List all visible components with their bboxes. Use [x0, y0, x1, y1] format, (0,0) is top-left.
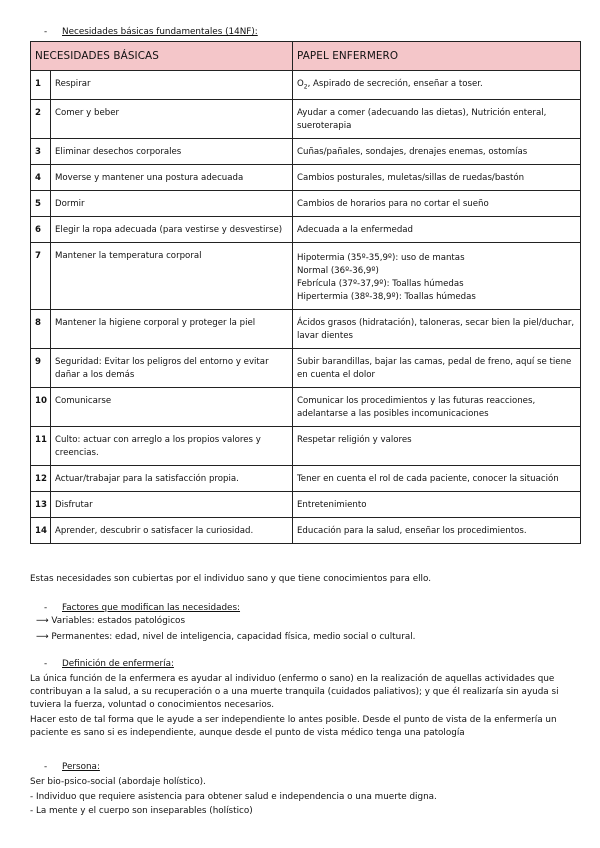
need-cell: Elegir la ropa adecuada (para vestirse y desvestirse) [51, 216, 293, 242]
role-cell: Tener en cuenta el rol de cada paciente, conocer la situación [293, 465, 581, 491]
need-cell: Actuar/trabajar para la satisfacción propia. [51, 465, 293, 491]
definition-paragraph-2: Hacer esto de tal forma que le ayude a ser independiente lo antes posible. Desde el punto de vista de la enfermería un paciente es sano si es independiente, aunque desde el punto de vista médico tenga una patología [30, 715, 557, 739]
role-cell: Adecuada a la enfermedad [293, 216, 581, 242]
table-row [31, 517, 581, 543]
row-number: 12 [31, 465, 51, 491]
need-cell: Comer y beber [51, 99, 293, 138]
arrow-icon: ⟶ [36, 616, 49, 626]
table-row [31, 426, 581, 465]
header-nurse-role: PAPEL ENFERMERO [293, 42, 581, 71]
section-heading-necesidades: - Necesidades básicas fundamentales (14NF): [44, 27, 258, 37]
role-cell: Entretenimiento [293, 491, 581, 517]
persona-line-3: - La mente y el cuerpo son inseparables (holístico) [30, 806, 253, 816]
table-row [31, 348, 581, 387]
row-number: 8 [31, 309, 51, 348]
need-cell: Dormir [51, 190, 293, 216]
need-cell: Comunicarse [51, 387, 293, 426]
role-cell: Comunicar los procedimientos y las futuras reacciones, adelantarse a las posibles incomunicaciones [293, 387, 581, 426]
heading-text: Definición de enfermería: [62, 659, 174, 669]
role-cell: Cambios posturales, muletas/sillas de ruedas/bastón [293, 164, 581, 190]
table-row [31, 138, 581, 164]
temp-line: Hipotermia (35º-35,9º): uso de mantas [297, 252, 465, 263]
role-cell: Cuñas/pañales, sondajes, drenajes enemas, ostomías [293, 138, 581, 164]
need-cell: Disfrutar [51, 491, 293, 517]
temp-line: Normal (36º-36,9º) [297, 265, 379, 276]
role-cell: Subir barandillas, bajar las camas, pedal de freno, aquí se tiene en cuenta el dolor [293, 348, 581, 387]
table-row [31, 387, 581, 426]
temp-line: Febrícula (37º-37,9º): Toallas húmedas [297, 278, 464, 289]
need-cell: Mantener la higiene corporal y proteger la piel [51, 309, 293, 348]
row-number: 11 [31, 426, 51, 465]
table-row [31, 190, 581, 216]
need-cell: Seguridad: Evitar los peligros del entorno y evitar dañar a los demás [51, 348, 293, 387]
need-cell: Moverse y mantener una postura adecuada [51, 164, 293, 190]
table-row [31, 71, 581, 100]
section-heading-factores: - Factores que modifican las necesidades: [44, 603, 241, 613]
row-number: 2 [31, 99, 51, 138]
after-table-note: Estas necesidades son cubiertas por el individuo sano y que tiene conocimientos para ello. [30, 574, 432, 584]
heading-text: Persona: [62, 762, 100, 772]
row-number: 6 [31, 216, 51, 242]
persona-line-1: Ser bio-psico-social (abordaje holístico). [30, 777, 206, 787]
table-header-row [31, 42, 581, 71]
temp-line: Hipertermia (38º-38,9º): Toallas húmedas [297, 291, 476, 302]
row-number: 7 [31, 242, 51, 309]
row-number: 9 [31, 348, 51, 387]
role-cell: Cambios de horarios para no cortar el sueño [293, 190, 581, 216]
header-needs: NECESIDADES BÁSICAS [31, 42, 293, 71]
role-cell: Ayudar a comer (adecuando las dietas), Nutrición enteral, sueroterapia [293, 99, 581, 138]
row-number: 1 [31, 71, 51, 100]
table-row [31, 465, 581, 491]
table-row [31, 99, 581, 138]
row-number: 5 [31, 190, 51, 216]
role-cell: $O_2$, Aspirado de secreción, enseñar a toser. [293, 71, 581, 100]
need-cell: Aprender, descubrir o satisfacer la curiosidad. [51, 517, 293, 543]
section-heading-persona: - Persona: [44, 762, 100, 772]
row-number: 10 [31, 387, 51, 426]
factor-variables: ⟶ Variables: estados patológicos [36, 616, 186, 626]
role-cell: Respetar religión y valores [293, 426, 581, 465]
section-heading-definicion: - Definición de enfermería: [44, 659, 174, 669]
persona-line-2: - Individuo que requiere asistencia para obtener salud e independencia o una muerte digna. [30, 792, 437, 802]
need-cell: Eliminar desechos corporales [51, 138, 293, 164]
arrow-icon: ⟶ [36, 632, 49, 642]
heading-text: Necesidades básicas fundamentales (14NF): [62, 27, 258, 37]
need-cell: Culto: actuar con arreglo a los propios valores y creencias. [51, 426, 293, 465]
needs-table [30, 41, 581, 544]
row-number: 14 [31, 517, 51, 543]
need-cell: Respirar [51, 71, 293, 100]
table-row [31, 216, 581, 242]
factor-permanentes: ⟶ Permanentes: edad, nivel de inteligencia, capacidad física, medio social o cultural. [36, 632, 416, 642]
role-cell: Educación para la salud, enseñar los procedimientos. [293, 517, 581, 543]
table-row [31, 309, 581, 348]
role-cell: Ácidos grasos (hidratación), taloneras, secar bien la piel/duchar, lavar dientes [293, 309, 581, 348]
definition-paragraph-1: La única función de la enfermera es ayudar al individuo (enfermo o sano) en la realización de aquellas actividades que contribuyan a la salud, a su recuperación o a una muerte tranquila (cuidados paliativos); y que él realizaría sin ayuda si tuviera la fuerza, voluntad o conocimientos necesarios. [30, 674, 559, 711]
role-cell [293, 242, 581, 309]
table-row [31, 242, 581, 309]
row-number: 4 [31, 164, 51, 190]
need-cell: Mantener la temperatura corporal [51, 242, 293, 309]
heading-text: Factores que modifican las necesidades: [62, 603, 241, 613]
row-number: 13 [31, 491, 51, 517]
table-row [31, 164, 581, 190]
table-row [31, 491, 581, 517]
row-number: 3 [31, 138, 51, 164]
